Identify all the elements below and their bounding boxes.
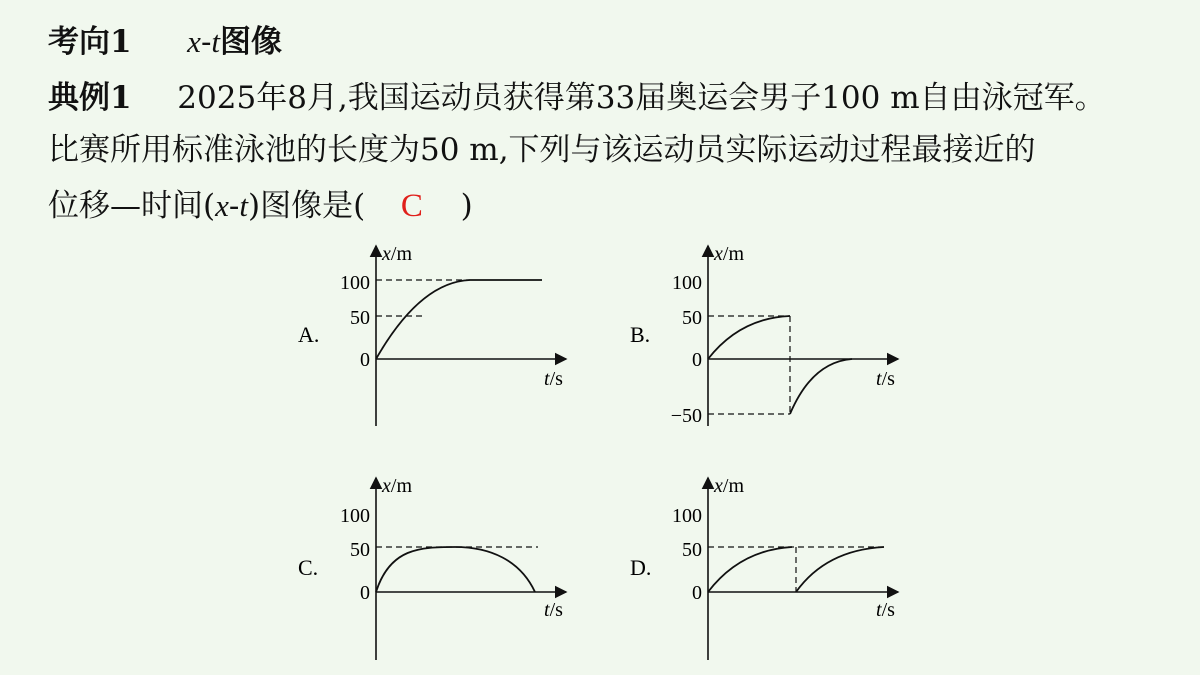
line3-dash: -: [228, 188, 240, 224]
graph-c-option: C.: [298, 555, 319, 580]
graph-c-tick-100: 100: [340, 505, 370, 527]
graph-d-option: D.: [630, 555, 652, 580]
graph-a-tick-100: 100: [340, 272, 370, 294]
line3-mid: )图像是(: [247, 188, 366, 224]
graph-d-x-axis: t/s: [876, 599, 895, 621]
line3-t: t: [239, 188, 248, 223]
graph-d-tick-100: 100: [672, 505, 702, 527]
graph-a-curve: [376, 280, 542, 359]
graph-c-x-axis: t/s: [544, 599, 563, 621]
graph-b-option: B.: [630, 322, 651, 347]
heading-dash: -: [200, 24, 212, 60]
line3-end: ): [460, 188, 473, 224]
question-text-1: 2025年8月,我国运动员获得第33届奥运会男子100 m自由泳冠军。: [177, 80, 1106, 116]
graph-a-tick-50: 50: [350, 307, 370, 329]
graph-d-curve-1: [708, 547, 792, 592]
graph-b-curve-2: [790, 359, 852, 414]
graph-b-tick-0: 0: [692, 349, 702, 371]
graph-b-tick-50: 50: [682, 307, 702, 329]
graph-a-x-axis: t/s: [544, 368, 563, 390]
graph-d-tick-0: 0: [692, 582, 702, 604]
graph-b-y-axis: x/m: [714, 243, 745, 265]
answer-mark: C: [400, 188, 423, 224]
line3-x: x: [215, 188, 229, 223]
question-line-2: 比赛所用标准泳池的长度为50 m,下列与该运动员实际运动过程最接近的: [48, 132, 1036, 168]
graph-a-y-axis: x/m: [382, 243, 413, 265]
graph-c-curve: [376, 547, 535, 592]
graph-d: [630, 475, 898, 660]
question-label: 典例1: [48, 80, 132, 116]
graph-b: [630, 243, 898, 427]
heading-x-var: x: [187, 24, 201, 59]
graph-a: [298, 243, 566, 426]
graph-d-y-axis: x/m: [714, 475, 745, 497]
section-label: 考向1: [48, 24, 132, 60]
graph-d-curve-2: [796, 547, 884, 592]
graph-c: [298, 475, 566, 660]
graph-c-y-axis: x/m: [382, 475, 413, 497]
graph-b-tick-neg50: −50: [670, 405, 702, 427]
graph-a-tick-0: 0: [360, 349, 370, 371]
graph-b-curve-1: [708, 316, 790, 359]
graph-c-tick-50: 50: [350, 539, 370, 561]
line3-prefix: 位移—时间(: [48, 188, 216, 224]
graph-b-x-axis: t/s: [876, 368, 895, 390]
heading-t-var: t: [211, 24, 221, 59]
graph-b-tick-100: 100: [672, 272, 702, 294]
heading-suffix: 图像: [220, 24, 283, 60]
graph-a-option: A.: [298, 322, 320, 347]
graph-c-tick-0: 0: [360, 582, 370, 604]
graph-d-tick-50: 50: [682, 539, 702, 561]
